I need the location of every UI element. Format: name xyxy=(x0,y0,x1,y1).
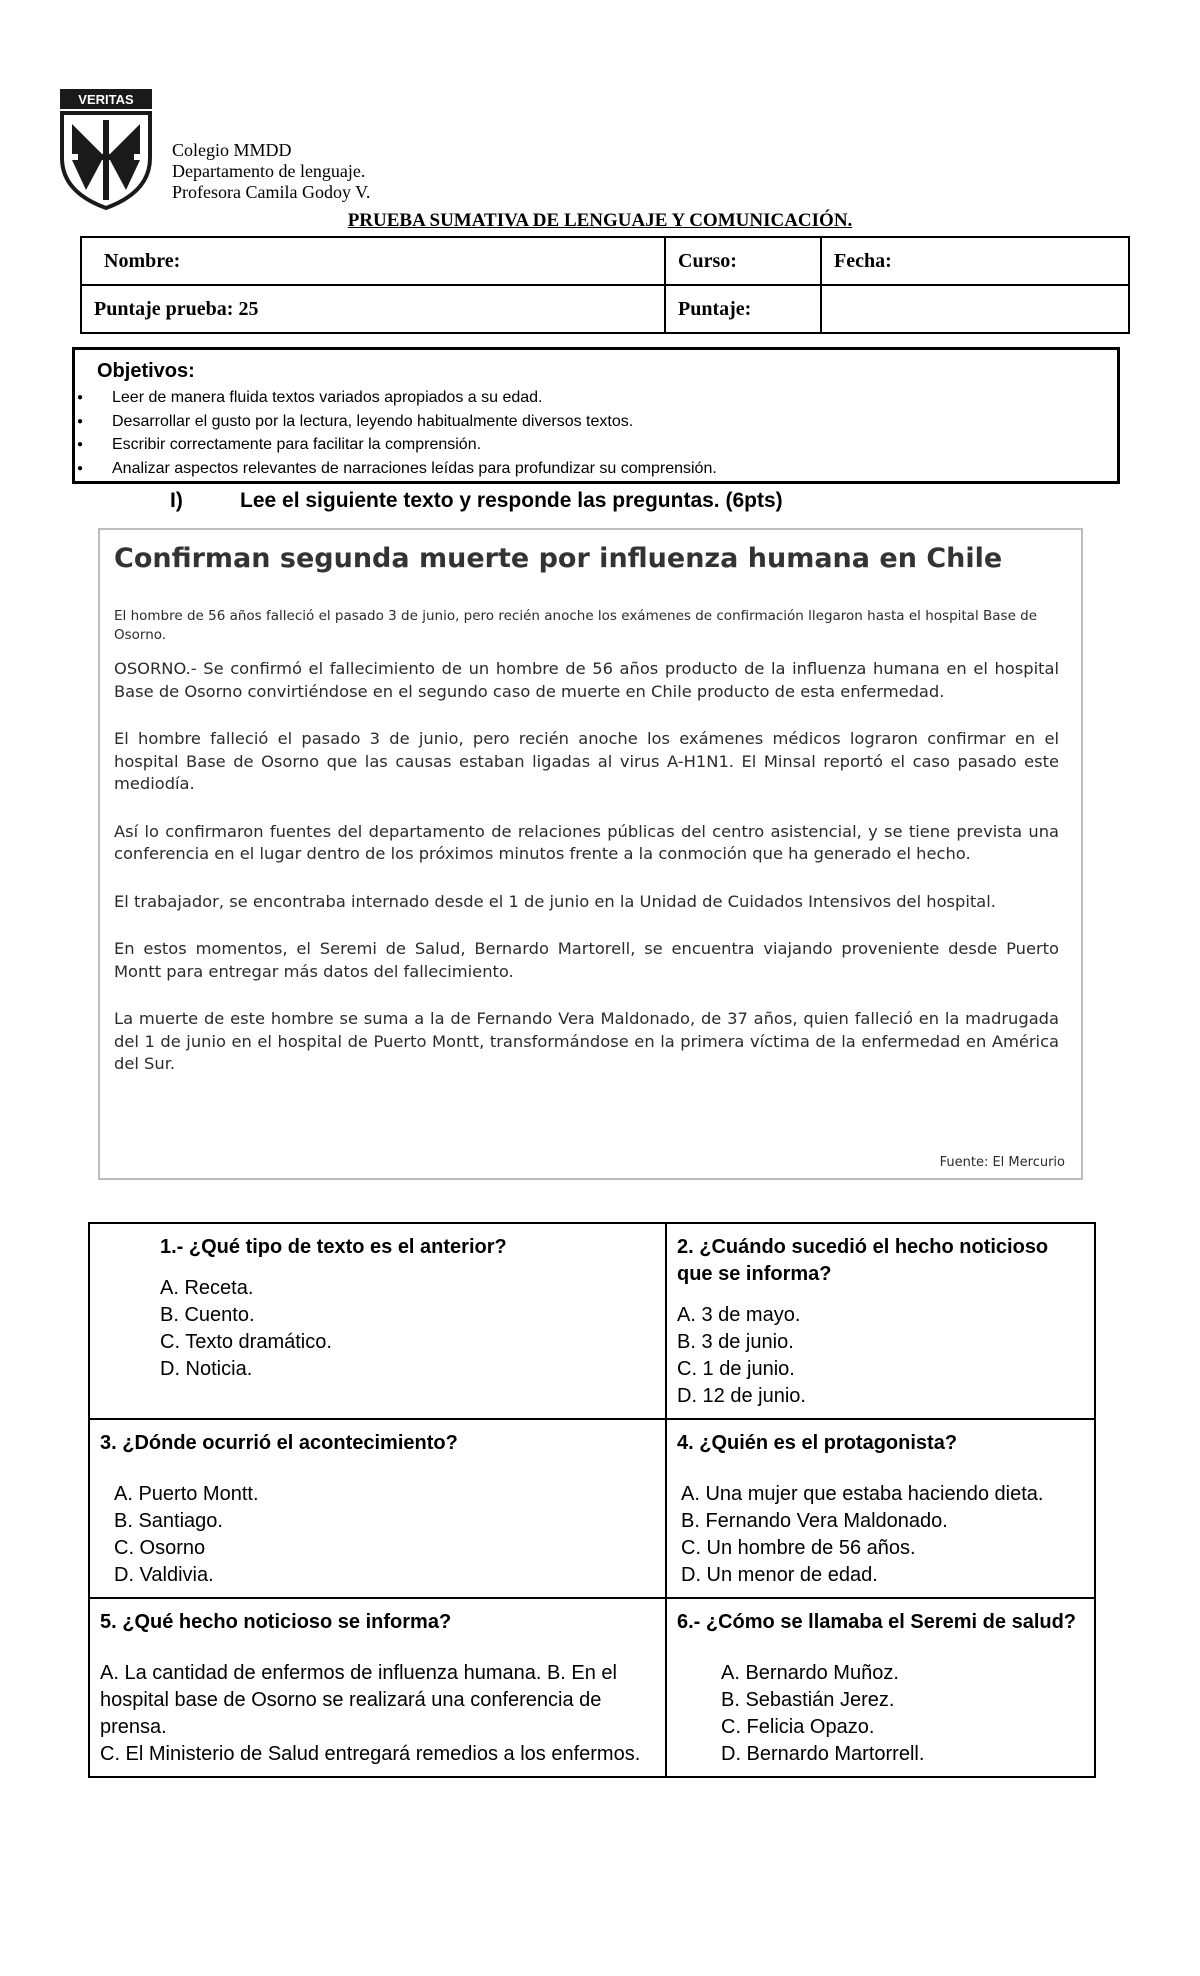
question-cell xyxy=(666,1598,1095,1777)
question-cell xyxy=(89,1419,666,1598)
puntaje-field[interactable]: Puntaje: xyxy=(665,285,821,333)
option-list xyxy=(160,1275,655,1383)
article-paragraph: OSORNO.- Se confirmó el fallecimiento de un hombre de 56 años producto de la influenza humana en el hospital Base de Osorno convirtiéndose en el segundo caso de muerte en Chile producto de esta enfermedad. xyxy=(114,659,1059,701)
option-list xyxy=(677,1660,1084,1768)
school-info xyxy=(172,140,370,203)
objectives-list xyxy=(75,386,717,480)
option-list xyxy=(677,1302,1084,1410)
svg-text:VERITAS: VERITAS xyxy=(78,92,134,107)
article-paragraph: El trabajador, se encontraba internado desde el 1 de junio en la Unidad de Cuidados Intensivos del hospital. xyxy=(114,891,996,911)
answer-option[interactable]: D. Un menor de edad. xyxy=(681,1564,878,1586)
page-title: PRUEBA SUMATIVA DE LENGUAJE Y COMUNICACIÓN. xyxy=(347,210,853,231)
answer-option[interactable]: D. Valdivia. xyxy=(114,1564,214,1586)
questions-table xyxy=(88,1222,1096,1778)
article-paragraph: Así lo confirmaron fuentes del departamento de relaciones públicas del centro asistencial, y se tiene prevista una conferencia en el lugar dentro de los próximos minutos frente a la conmoción que ha generado el hecho. xyxy=(114,821,1059,863)
answer-option[interactable]: A. La cantidad de enfermos de influenza humana. B. En el hospital base de Osorno se realizará una conferencia de prensa. xyxy=(100,1662,618,1738)
answer-option[interactable]: C. El Ministerio de Salud entregará remedios a los enfermos. xyxy=(100,1743,641,1765)
question-title: 5. ¿Qué hecho noticioso se informa? xyxy=(100,1611,452,1633)
objectives-box xyxy=(72,347,1120,484)
answer-option[interactable]: B. Cuento. xyxy=(160,1304,255,1326)
answer-option[interactable]: D. Bernardo Martorrell. xyxy=(721,1743,925,1765)
section-instruction: Lee el siguiente texto y responde las preguntas. (6pts) xyxy=(240,489,783,512)
option-list xyxy=(100,1481,655,1589)
answer-option[interactable]: B. 3 de junio. xyxy=(677,1331,794,1353)
article-subhead: El hombre de 56 años falleció el pasado 3 de junio, pero recién anoche los exámenes de confirmación llegaron hasta el hospital Base de Osorno. xyxy=(114,608,1038,643)
answer-option[interactable]: C. Un hombre de 56 años. xyxy=(681,1537,916,1559)
question-title: 1.- ¿Qué tipo de texto es el anterior? xyxy=(160,1236,507,1258)
objective-item: ● Desarrollar el gusto por la lectura, leyendo habitualmente diversos textos. xyxy=(75,410,717,434)
answer-option[interactable]: C. Felicia Opazo. xyxy=(721,1716,875,1738)
answer-option[interactable]: B. Sebastián Jerez. xyxy=(721,1689,895,1711)
answer-option[interactable]: D. 12 de junio. xyxy=(677,1385,806,1407)
answer-option[interactable]: B. Santiago. xyxy=(114,1510,223,1532)
answer-option[interactable]: A. Puerto Montt. xyxy=(114,1483,259,1505)
objective-item: ● Leer de manera fluida textos variados apropiados a su edad. xyxy=(75,386,717,410)
answer-option[interactable]: A. Bernardo Muñoz. xyxy=(721,1662,899,1684)
school-name: Colegio MMDD xyxy=(172,140,292,160)
option-list xyxy=(677,1481,1084,1589)
question-title: 3. ¿Dónde ocurrió el acontecimiento? xyxy=(100,1432,458,1454)
option-list xyxy=(100,1660,655,1768)
school-crest-logo xyxy=(58,88,154,210)
curso-field[interactable]: Curso: xyxy=(665,237,821,285)
department: Departamento de lenguaje. xyxy=(172,161,366,181)
objectives-heading: Objetivos: xyxy=(97,360,195,382)
section-heading xyxy=(170,489,783,513)
fecha-field[interactable]: Fecha: xyxy=(821,237,1129,285)
question-cell xyxy=(89,1223,666,1419)
answer-option[interactable]: C. 1 de junio. xyxy=(677,1358,795,1380)
question-title: 4. ¿Quién es el protagonista? xyxy=(677,1432,958,1454)
article-paragraph: La muerte de este hombre se suma a la de Fernando Vera Maldonado, de 37 años, quien falleció en la madrugada del 1 de junio en el hospital de Puerto Montt, transformándose en la primera víctima de la enfermedad en América del Sur. xyxy=(114,1009,1059,1073)
article-headline: Confirman segunda muerte por influenza humana en Chile xyxy=(114,543,1003,574)
section-number: I) xyxy=(170,489,183,512)
news-article-image xyxy=(98,528,1083,1180)
answer-option[interactable]: D. Noticia. xyxy=(160,1358,253,1380)
nombre-field[interactable]: Nombre: xyxy=(81,237,665,285)
article-paragraph: En estos momentos, el Seremi de Salud, Bernardo Martorell, se encuentra viajando proveniente desde Puerto Montt para entregar más datos del fallecimiento. xyxy=(114,939,1059,981)
answer-option[interactable]: C. Osorno xyxy=(114,1537,206,1559)
objective-item: ● Analizar aspectos relevantes de narraciones leídas para profundizar su comprensión. xyxy=(75,457,717,481)
objective-item: ● Escribir correctamente para facilitar la comprensión. xyxy=(75,433,717,457)
teacher: Profesora Camila Godoy V. xyxy=(172,182,371,202)
puntaje-prueba-label: Puntaje prueba: 25 xyxy=(81,285,665,333)
answer-option[interactable]: A. Una mujer que estaba haciendo dieta. xyxy=(681,1483,1044,1505)
answer-option[interactable]: B. Fernando Vera Maldonado. xyxy=(681,1510,948,1532)
question-title: 2. ¿Cuándo sucedió el hecho noticioso que se informa? xyxy=(677,1236,1049,1285)
answer-option[interactable]: A. 3 de mayo. xyxy=(677,1304,801,1326)
article-paragraph: El hombre falleció el pasado 3 de junio, pero recién anoche los exámenes médicos lograron confirmar en el hospital Base de Osorno que las causas estaban ligadas al virus A-H1N1. El Minsal reportó el caso pasado este mediodía. xyxy=(114,729,1059,793)
puntaje-value-field[interactable] xyxy=(821,285,1129,333)
answer-option[interactable]: C. Texto dramático. xyxy=(160,1331,332,1353)
question-cell xyxy=(666,1223,1095,1419)
answer-option[interactable]: A. Receta. xyxy=(160,1277,254,1299)
article-body xyxy=(114,658,1059,1101)
article-source: Fuente: El Mercurio xyxy=(939,1155,1065,1170)
question-cell xyxy=(89,1598,666,1777)
student-info-table xyxy=(80,236,1130,334)
question-title: 6.- ¿Cómo se llamaba el Seremi de salud? xyxy=(677,1611,1077,1633)
question-cell xyxy=(666,1419,1095,1598)
